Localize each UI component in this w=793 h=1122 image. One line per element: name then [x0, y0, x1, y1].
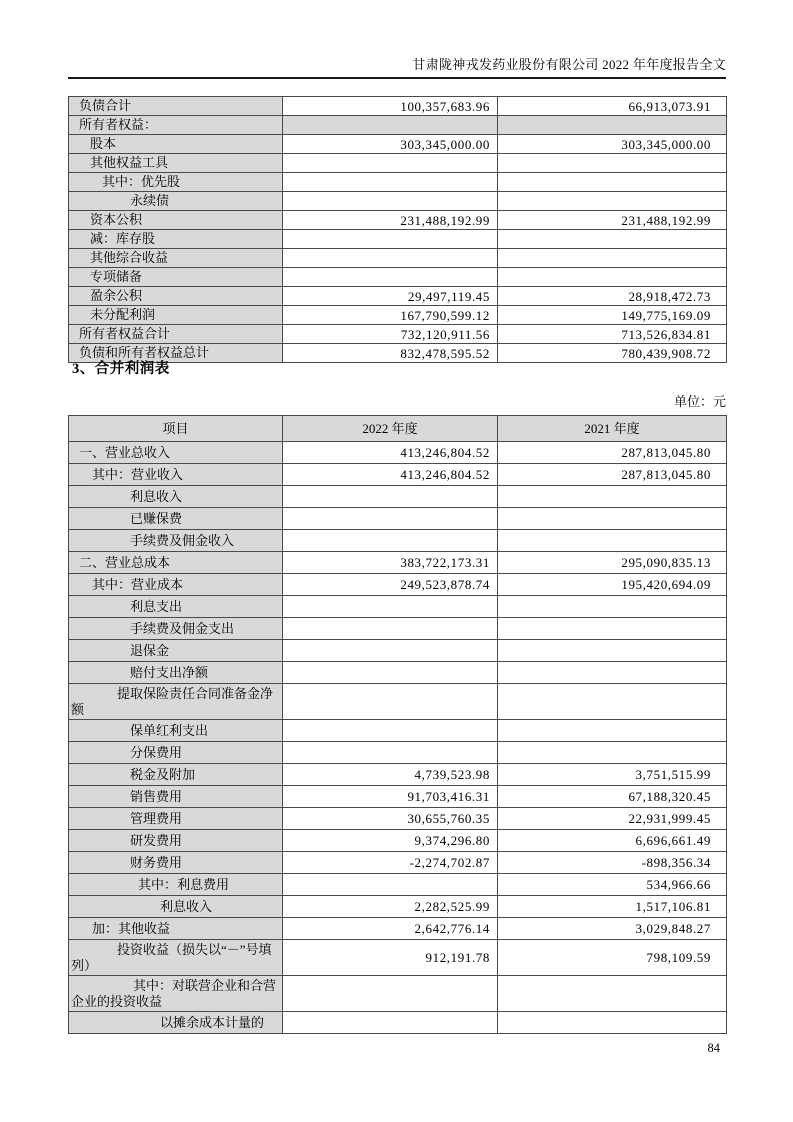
table-header-row	[69, 416, 727, 442]
value-2021: 22,931,999.45	[498, 808, 727, 830]
row-label: 其他综合收益	[69, 249, 283, 268]
value-2021: 3,751,515.99	[498, 764, 727, 786]
value-2021	[498, 249, 727, 268]
value-2021: 798,109.59	[498, 940, 727, 976]
value-2022	[283, 530, 498, 552]
row-label: 盈余公积	[69, 287, 283, 306]
value-2021: -898,356.34	[498, 852, 727, 874]
value-2021: 295,090,835.13	[498, 552, 727, 574]
value-2022: 413,246,804.52	[283, 442, 498, 464]
value-2022	[283, 173, 498, 192]
value-2022	[283, 116, 498, 135]
table-row	[69, 976, 727, 1012]
value-2022	[283, 486, 498, 508]
table-row	[69, 896, 727, 918]
table-row	[69, 552, 727, 574]
row-label: 手续费及佣金支出	[69, 618, 283, 640]
row-label: 其中：优先股	[69, 173, 283, 192]
value-2022	[283, 508, 498, 530]
table-row	[69, 154, 727, 173]
table-row	[69, 874, 727, 896]
value-2021: 67,188,320.45	[498, 786, 727, 808]
table-row	[69, 662, 727, 684]
row-label: 销售费用	[69, 786, 283, 808]
row-label: 投资收益（损失以“－”号填列）	[69, 940, 283, 976]
value-2022: 100,357,683.96	[283, 97, 498, 116]
value-2021: 287,813,045.80	[498, 442, 727, 464]
table-row	[69, 306, 727, 325]
table-row	[69, 192, 727, 211]
value-2022: 383,722,173.31	[283, 552, 498, 574]
value-2021: 28,918,472.73	[498, 287, 727, 306]
value-2022	[283, 874, 498, 896]
row-label: 所有者权益：	[69, 116, 283, 135]
table-row	[69, 720, 727, 742]
value-2022: 2,282,525.99	[283, 896, 498, 918]
value-2021	[498, 508, 727, 530]
table-row	[69, 742, 727, 764]
row-label: 永续债	[69, 192, 283, 211]
value-2022	[283, 268, 498, 287]
value-2021: 1,517,106.81	[498, 896, 727, 918]
table-row	[69, 830, 727, 852]
row-label: 资本公积	[69, 211, 283, 230]
row-label: 手续费及佣金收入	[69, 530, 283, 552]
section-title: 3、合并利润表	[72, 361, 170, 377]
table-row	[69, 940, 727, 976]
value-2021: 780,439,908.72	[498, 344, 727, 363]
value-2022	[283, 230, 498, 249]
value-2021	[498, 720, 727, 742]
value-2022: 167,790,599.12	[283, 306, 498, 325]
value-2022: 29,497,119.45	[283, 287, 498, 306]
value-2022	[283, 154, 498, 173]
value-2022: 303,345,000.00	[283, 135, 498, 154]
value-2022: 231,488,192.99	[283, 211, 498, 230]
table-row	[69, 530, 727, 552]
value-2021: 149,775,169.09	[498, 306, 727, 325]
balance-sheet-bottom-table	[68, 96, 727, 363]
value-2021	[498, 742, 727, 764]
row-label: 其他权益工具	[69, 154, 283, 173]
table-row	[69, 442, 727, 464]
value-2022	[283, 684, 498, 720]
table-row	[69, 684, 727, 720]
row-label: 未分配利润	[69, 306, 283, 325]
value-2021	[498, 486, 727, 508]
value-2021: 287,813,045.80	[498, 464, 727, 486]
table-row	[69, 508, 727, 530]
value-2021	[498, 530, 727, 552]
row-label: 负债和所有者权益总计	[69, 344, 283, 363]
row-label: 以摊余成本计量的	[69, 1012, 283, 1034]
value-2022	[283, 742, 498, 764]
row-label: 所有者权益合计	[69, 325, 283, 344]
income-statement-table	[68, 415, 727, 1034]
value-2022: 91,703,416.31	[283, 786, 498, 808]
value-2022	[283, 720, 498, 742]
value-2021	[498, 154, 727, 173]
table-row	[69, 211, 727, 230]
table-row	[69, 268, 727, 287]
value-2021: 713,526,834.81	[498, 325, 727, 344]
value-2022	[283, 249, 498, 268]
value-2022: 9,374,296.80	[283, 830, 498, 852]
value-2021	[498, 116, 727, 135]
table-row	[69, 618, 727, 640]
row-label: 一、营业总收入	[69, 442, 283, 464]
row-label: 已赚保费	[69, 508, 283, 530]
row-label: 退保金	[69, 640, 283, 662]
row-label: 负债合计	[69, 97, 283, 116]
value-2021: 303,345,000.00	[498, 135, 727, 154]
row-label: 提取保险责任合同准备金净额	[69, 684, 283, 720]
value-2021: 66,913,073.91	[498, 97, 727, 116]
row-label: 股本	[69, 135, 283, 154]
value-2022: 413,246,804.52	[283, 464, 498, 486]
row-label: 分保费用	[69, 742, 283, 764]
table-row	[69, 173, 727, 192]
value-2021	[498, 662, 727, 684]
table-row	[69, 464, 727, 486]
table-row	[69, 287, 727, 306]
col-header-item: 项目	[69, 416, 283, 442]
value-2021	[498, 1012, 727, 1034]
table-row	[69, 808, 727, 830]
value-2022: -2,274,702.87	[283, 852, 498, 874]
value-2022	[283, 640, 498, 662]
value-2022: 912,191.78	[283, 940, 498, 976]
table-row	[69, 486, 727, 508]
value-2022: 249,523,878.74	[283, 574, 498, 596]
table-row	[69, 764, 727, 786]
row-label: 加：其他收益	[69, 918, 283, 940]
table-row	[69, 1012, 727, 1034]
row-label: 赔付支出净额	[69, 662, 283, 684]
row-label: 专项储备	[69, 268, 283, 287]
row-label: 其中：营业收入	[69, 464, 283, 486]
value-2022	[283, 976, 498, 1012]
value-2021: 3,029,848.27	[498, 918, 727, 940]
value-2022: 2,642,776.14	[283, 918, 498, 940]
value-2021: 195,420,694.09	[498, 574, 727, 596]
value-2021	[498, 230, 727, 249]
row-label: 财务费用	[69, 852, 283, 874]
table-row	[69, 249, 727, 268]
table-row	[69, 786, 727, 808]
value-2021: 6,696,661.49	[498, 830, 727, 852]
row-label: 二、营业总成本	[69, 552, 283, 574]
row-label: 利息支出	[69, 596, 283, 618]
value-2021	[498, 684, 727, 720]
value-2022	[283, 192, 498, 211]
value-2022: 832,478,595.52	[283, 344, 498, 363]
value-2021: 231,488,192.99	[498, 211, 727, 230]
value-2022	[283, 596, 498, 618]
row-label: 利息收入	[69, 486, 283, 508]
row-label: 税金及附加	[69, 764, 283, 786]
row-label: 管理费用	[69, 808, 283, 830]
header-rule	[68, 77, 726, 79]
value-2021	[498, 976, 727, 1012]
value-2022: 30,655,760.35	[283, 808, 498, 830]
value-2021	[498, 618, 727, 640]
value-2022	[283, 1012, 498, 1034]
row-label: 保单红利支出	[69, 720, 283, 742]
table-row	[69, 116, 727, 135]
value-2021	[498, 268, 727, 287]
table-row	[69, 640, 727, 662]
value-2021	[498, 192, 727, 211]
row-label: 其中：营业成本	[69, 574, 283, 596]
page-number: 84	[707, 1041, 720, 1055]
table-row	[69, 325, 727, 344]
value-2022	[283, 618, 498, 640]
table-row	[69, 230, 727, 249]
col-header-2022: 2022 年度	[283, 416, 498, 442]
row-label: 利息收入	[69, 896, 283, 918]
value-2022: 732,120,911.56	[283, 325, 498, 344]
row-label: 其中：对联营企业和合营企业的投资收益	[69, 976, 283, 1012]
col-header-2021: 2021 年度	[498, 416, 727, 442]
running-header: 甘肃陇神戎发药业股份有限公司 2022 年年度报告全文	[412, 57, 726, 72]
table-row	[69, 574, 727, 596]
row-label: 减：库存股	[69, 230, 283, 249]
value-2021	[498, 596, 727, 618]
row-label: 其中：利息费用	[69, 874, 283, 896]
value-2022	[283, 662, 498, 684]
table-row	[69, 596, 727, 618]
value-2021: 534,966.66	[498, 874, 727, 896]
table-row	[69, 918, 727, 940]
table-row	[69, 852, 727, 874]
value-2021	[498, 173, 727, 192]
row-label: 研发费用	[69, 830, 283, 852]
table-row	[69, 135, 727, 154]
unit-label: 单位：元	[673, 394, 726, 409]
value-2022: 4,739,523.98	[283, 764, 498, 786]
value-2021	[498, 640, 727, 662]
table-row	[69, 97, 727, 116]
